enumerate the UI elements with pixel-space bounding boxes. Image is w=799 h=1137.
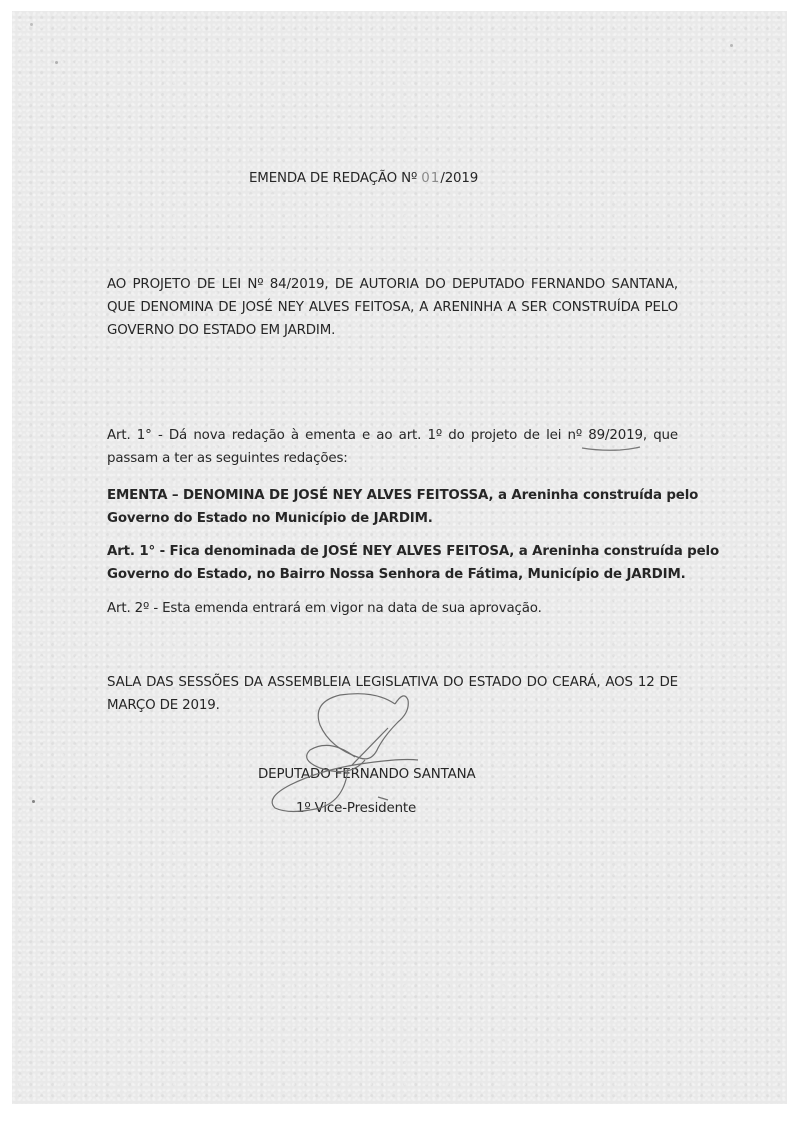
scan-speck xyxy=(730,44,733,47)
title-prefix: EMENDA DE REDAÇÃO Nº xyxy=(249,171,422,186)
ementa-line: EMENTA – DENOMINA DE JOSÉ NEY ALVES FEITOSSA, a Areninha construída pelo xyxy=(107,488,699,503)
article-2-line: Art. 2º - Esta emenda entrará em vigor na data de sua aprovação. xyxy=(107,601,542,616)
article-1-intro-tail: , que xyxy=(642,428,678,443)
article-1-intro-text: Art. 1° - Dá nova redação à ementa e ao art. 1º do projeto de lei nº xyxy=(107,428,589,443)
preamble-line: QUE DENOMINA DE JOSÉ NEY ALVES FEITOSA, A ARENINHA A SER CONSTRUÍDA PELO xyxy=(107,300,678,315)
article-1-intro-line xyxy=(107,424,678,447)
closing-statement xyxy=(107,671,678,717)
document-title xyxy=(249,167,478,190)
signatory-name: DEPUTADO FERNANDO SANTANA xyxy=(258,767,476,782)
article-2 xyxy=(107,597,678,620)
article-1-intro xyxy=(107,424,678,470)
preamble xyxy=(107,273,678,342)
preamble-line: AO PROJETO DE LEI Nº 84/2019, DE AUTORIA DO DEPUTADO FERNANDO SANTANA, xyxy=(107,277,678,292)
closing-line: SALA DAS SESSÕES DA ASSEMBLEIA LEGISLATIVA DO ESTADO DO CEARÁ, AOS 12 DE xyxy=(107,675,678,690)
handwritten-amendment-number: 01 xyxy=(421,171,441,186)
closing-line: MARÇO DE 2019. xyxy=(107,698,220,713)
scan-speck xyxy=(30,23,33,26)
scan-speck xyxy=(55,61,58,64)
signatory-role: 1º Vice-Presidente xyxy=(296,801,417,816)
title-suffix: /2019 xyxy=(440,171,479,186)
article-1-new-line: Art. 1° - Fica denominada de JOSÉ NEY ALVES FEITOSA, a Areninha construída pelo xyxy=(107,544,719,559)
article-1-new-text xyxy=(107,540,719,586)
ementa-text xyxy=(107,484,699,530)
preamble-line: GOVERNO DO ESTADO EM JARDIM. xyxy=(107,323,336,338)
article-1-new-line: Governo do Estado, no Bairro Nossa Senhora de Fátima, Município de JARDIM. xyxy=(107,567,686,582)
article-1-intro-line: passam a ter as seguintes redações: xyxy=(107,451,348,466)
underlined-bill-number: 89/2019 xyxy=(588,428,643,443)
ementa-line: Governo do Estado no Município de JARDIM. xyxy=(107,511,433,526)
scan-speck xyxy=(32,800,35,803)
